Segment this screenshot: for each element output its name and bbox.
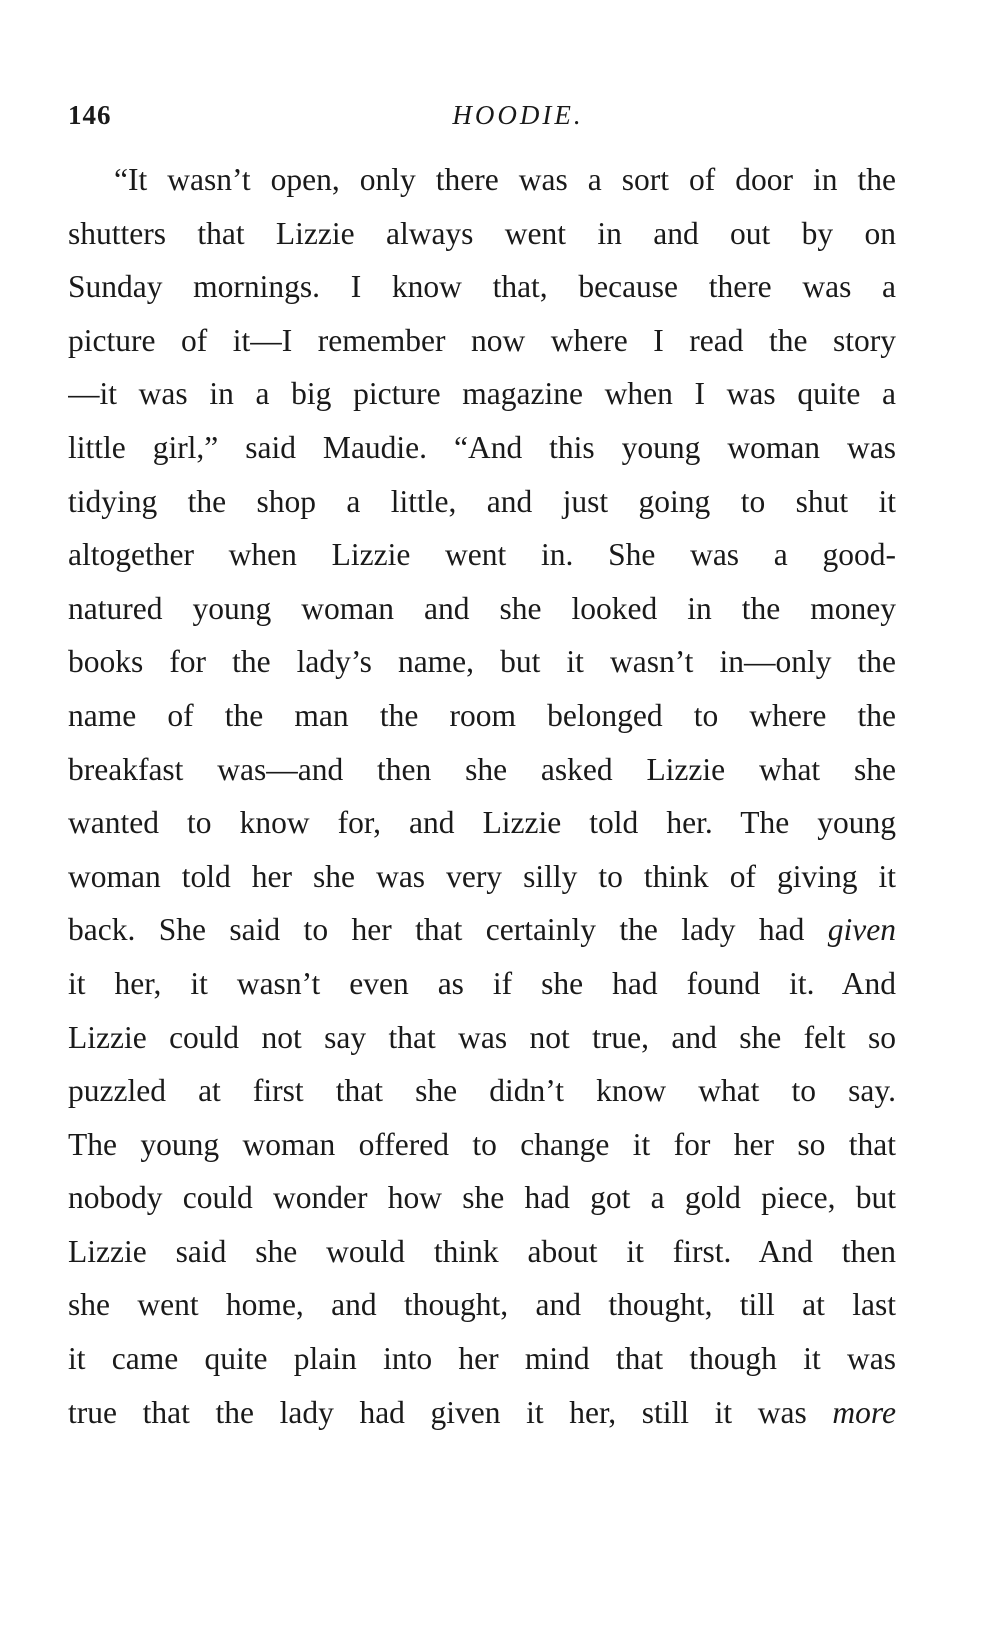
text-line-content: Sunday mornings. I know that, because there was a [68,269,896,305]
text-line-content: breakfast was—and then she asked Lizzie what she [68,751,896,787]
text-line-content: shutters that Lizzie always went in and out by on [68,215,896,251]
text-line [68,260,896,314]
text-line [68,635,896,689]
text-line [68,582,896,636]
text-line [68,1064,896,1118]
running-head: HOODIE. [452,100,584,130]
text-line [68,528,896,582]
text-line-emphasis: given [827,912,896,948]
body-text [68,153,896,1439]
text-line [68,1011,896,1065]
text-line-content: name of the man the room belonged to where the [68,697,896,733]
text-line-content: books for the lady’s name, but it wasn’t in—only the [68,644,896,680]
text-line [68,689,896,743]
text-line [68,903,896,957]
text-line [68,1386,896,1440]
text-line-content: true that the lady had given it her, still it was [68,1394,833,1430]
text-line-content: puzzled at first that she didn’t know what to say. [68,1073,896,1109]
text-line [68,1171,896,1225]
text-line-content: natured young woman and she looked in the money [68,590,896,626]
page-header [68,100,898,140]
text-line-content: back. She said to her that certainly the lady had [68,912,828,948]
text-line [68,421,896,475]
text-line-content: —it was in a big picture magazine when I was quite a [68,376,896,412]
text-line [68,1225,896,1279]
text-line [68,743,896,797]
text-line [68,850,896,904]
text-line-content: picture of it—I remember now where I read the story [68,322,896,358]
text-line-content: altogether when Lizzie went in. She was a good- [68,537,896,573]
text-line-content: Lizzie could not say that was not true, and she felt so [68,1019,896,1055]
text-line-content: it her, it wasn’t even as if she had found it. And [68,965,896,1001]
text-line [68,475,896,529]
text-line-content: “It wasn’t open, only there was a sort of door in the [114,162,896,197]
text-line [68,1118,896,1172]
text-line [68,207,896,261]
text-line-content: The young woman offered to change it for her so that [68,1126,896,1162]
text-line [68,957,896,1011]
text-line-content: little girl,” said Maudie. “And this young woman was [68,429,896,465]
text-line-content: she went home, and thought, and thought, till at last [68,1287,896,1323]
text-line-content: nobody could wonder how she had got a gold piece, but [68,1180,896,1216]
text-line [68,1332,896,1386]
text-line-content: woman told her she was very silly to think of giving it [68,858,896,894]
text-line-content: wanted to know for, and Lizzie told her. The young [68,805,896,841]
text-line-content: it came quite plain into her mind that though it was [68,1341,896,1377]
text-line [68,314,896,368]
page-number: 146 [68,100,112,130]
text-line [68,153,896,207]
text-line [68,1278,896,1332]
text-line-content: Lizzie said she would think about it first. And then [68,1233,896,1269]
text-line-content: tidying the shop a little, and just going to shut it [68,483,896,519]
text-line-emphasis: more [832,1394,896,1430]
text-line [68,367,896,421]
text-line [68,796,896,850]
